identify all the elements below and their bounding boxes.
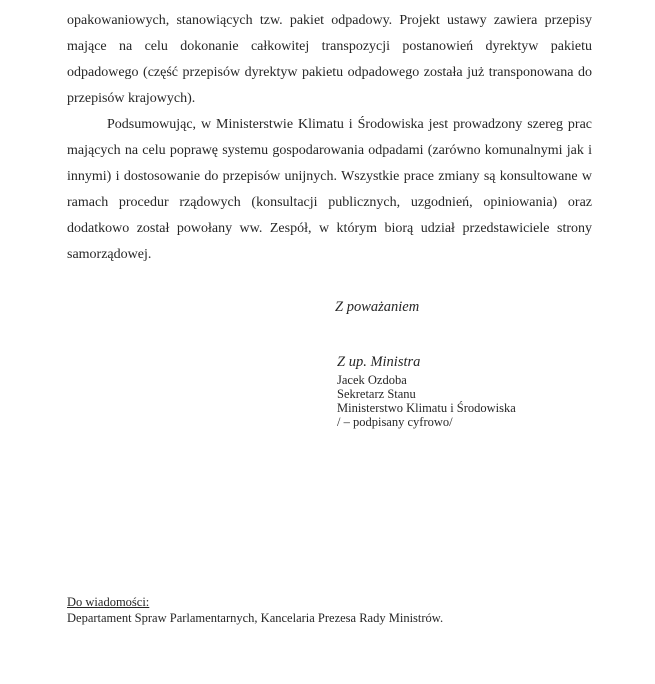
cc-recipients: Departament Spraw Parlamentarnych, Kancelaria Prezesa Rady Ministrów. — [67, 611, 444, 625]
signature-authority: Z up. Ministra — [337, 354, 421, 370]
closing-salutation: Z poważaniem — [335, 299, 420, 315]
signature-organization: Ministerstwo Klimatu i Środowiska — [337, 401, 516, 415]
paragraph-summary: Podsumowując, w Ministerstwie Klimatu i Środowiska jest prowadzony szereg prac mających na celu poprawę systemu gospodarowania odpadami (zarówno komunalnymi jak i innymi) i dostosowanie do przepisów unijnych. Wszystkie prace zmiany są konsultowane w ramach procedur rządowych (konsultacji publicznych, uzgodnień, opiniowania) oraz dodatkowo został powołany ww. Zespół, w którym biorą udział przedstawiciele strony samorządowej. — [67, 117, 592, 262]
paragraph-continuation: opakowaniowych, stanowiących tzw. pakiet odpadowy. Projekt ustawy zawiera przepisy mające na celu dokonanie całkowitej transpozycji postanowień dyrektyw pakietu odpadowego (część przepisów dyrektyw pakietu odpadowego została już transponowana do przepisów krajowych). — [67, 13, 592, 106]
cc-block — [67, 594, 443, 626]
digital-signature-note: / – podpisany cyfrowo/ — [337, 415, 453, 429]
signature-name: Jacek Ozdoba — [337, 373, 407, 387]
signature-block — [337, 353, 516, 429]
letter-body — [67, 8, 592, 268]
signature-title: Sekretarz Stanu — [337, 387, 416, 401]
cc-label: Do wiadomości: — [67, 595, 150, 609]
